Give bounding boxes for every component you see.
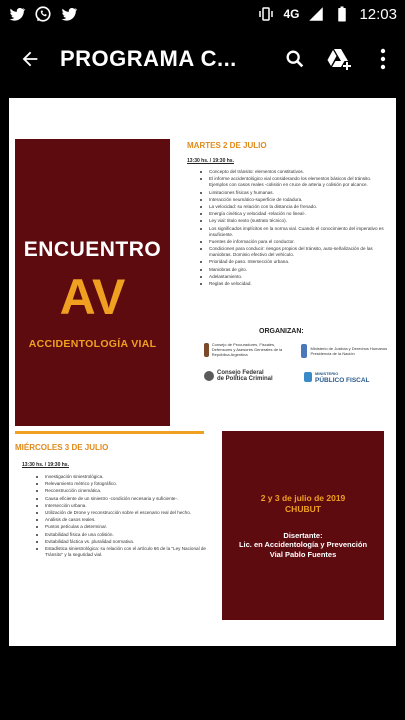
list-item: Maniobras de giro. xyxy=(199,267,389,273)
list-item: Ley vial: titulo sexto (sustrato técnico). xyxy=(199,218,389,224)
search-icon xyxy=(284,48,306,70)
logo-consejo-procuradores: Consejo de Procuradores, Fiscales, Defensores y Asesores Generales de la República Argentina xyxy=(204,342,294,357)
list-item: Fuentes de información para el conductor. xyxy=(199,239,389,245)
battery-icon xyxy=(333,5,351,23)
clock: 12:03 xyxy=(359,5,397,23)
day2-time: 13:30 hs. / 19:30 hs. xyxy=(22,462,69,468)
poster-av: AV xyxy=(59,269,126,325)
list-item: Prioridad de paso. Intersección urbana. xyxy=(199,259,389,265)
day1-title: MARTES 2 DE JULIO xyxy=(187,141,267,150)
more-options-button[interactable] xyxy=(361,28,405,90)
list-item: Evitabilidad física de una colisión. xyxy=(35,532,217,538)
list-item: Reconstrucción cinemática. xyxy=(35,488,217,494)
list-item: Evitabilidad fáctica vs. pluralidad normativa. xyxy=(35,539,217,545)
emblem-icon xyxy=(304,372,312,382)
poster-encuentro: ENCUENTRO xyxy=(23,238,162,261)
list-item: Puntos petículas a determinar. xyxy=(35,524,217,530)
whatsapp-icon xyxy=(34,5,52,23)
event-date: 2 y 3 de julio de 2019 CHUBUT xyxy=(260,493,346,514)
signal-icon xyxy=(307,5,325,23)
twitter-icon xyxy=(8,5,26,23)
list-item: Adelantamiento. xyxy=(199,274,389,280)
status-bar xyxy=(0,0,405,28)
list-item: Utilización de Drone y reconstrucción sobre el escenario real del hecho. xyxy=(35,510,217,516)
page-title: PROGRAMA C... xyxy=(60,46,237,71)
list-item: Relevamiento métrico y fotográfico. xyxy=(35,481,217,487)
list-item: Causa eficiente de un siniestro -condición necesaria y suficiente-. xyxy=(35,496,217,502)
event-info-box xyxy=(222,431,384,620)
list-item: La velocidad: su relación con la distancia de frenado. xyxy=(199,204,389,210)
poster-subtitle: ACCIDENTOLOGÍA VIAL xyxy=(28,338,157,350)
twitter-icon xyxy=(60,5,78,23)
document-page xyxy=(9,98,396,646)
back-button[interactable] xyxy=(0,28,60,90)
list-item: Investigación siniestrológica. xyxy=(35,474,217,480)
list-item: Energía cinética y velocidad -relación no lineal-. xyxy=(199,211,389,217)
emblem-icon xyxy=(204,371,214,381)
add-to-drive-button[interactable] xyxy=(317,28,361,90)
list-item: Análisis de casos reales. xyxy=(35,517,217,523)
logo-ministerio-justicia: Ministerio de Justicia y Derechos Humanos Presidencia de la Nación xyxy=(301,344,389,358)
day2-title: MIÉRCOLES 3 DE JULIO xyxy=(15,443,109,452)
list-item: Condiciones para conducir: riesgos propios del tránsito, auto-señalización de las maniobras. Dominio efectivo del vehículo. xyxy=(199,246,389,258)
list-item: Interacción neumático-superficie de rodadura. xyxy=(199,197,389,203)
organizan-label: ORGANIZAN: xyxy=(259,328,304,335)
logo-ministerio-publico-fiscal: MINISTERIO PÚBLICO FISCAL xyxy=(304,370,389,384)
list-item: Concepto del tránsito: elementos constitutivos. xyxy=(199,169,389,175)
vibrate-icon xyxy=(257,5,275,23)
day2-list xyxy=(35,474,217,559)
search-button[interactable] xyxy=(273,28,317,90)
emblem-icon xyxy=(301,344,307,358)
network-label: 4G xyxy=(283,7,300,21)
list-item: Intersección urbana. xyxy=(35,503,217,509)
divider xyxy=(15,431,204,434)
list-item: El informe accidentológico vial considerando los elementos básicos del tránsito. Ejemplos con casos reales -colisión en cruce de arteria y colisión por alcance. xyxy=(199,176,389,188)
app-toolbar xyxy=(0,28,405,90)
list-item: Reglas de velocidad. xyxy=(199,281,389,287)
more-vert-icon xyxy=(380,48,386,70)
emblem-icon xyxy=(204,343,209,357)
logo-consejo-federal: Consejo Federal de Política Criminal xyxy=(204,370,294,382)
list-item: Estadística siniestrológica: su relación con el artículo 66 de la "Ley Nacional de Tránsito" y la seguridad vial. xyxy=(35,546,217,558)
list-item: Los significados implícitos en la norma vial. Cuando el conocimiento del imperativo es insuficiente. xyxy=(199,226,389,238)
arrow-left-icon xyxy=(19,48,41,70)
event-speaker: Disertante: Lic. en Accidentología y Prevención Vial Pablo Fuentes xyxy=(238,531,368,559)
day1-time: 13:30 hs. / 19:30 hs. xyxy=(187,158,234,164)
drive-add-icon xyxy=(326,47,352,71)
day1-list xyxy=(199,169,389,288)
list-item: Limitaciones físicas y humanas. xyxy=(199,190,389,196)
